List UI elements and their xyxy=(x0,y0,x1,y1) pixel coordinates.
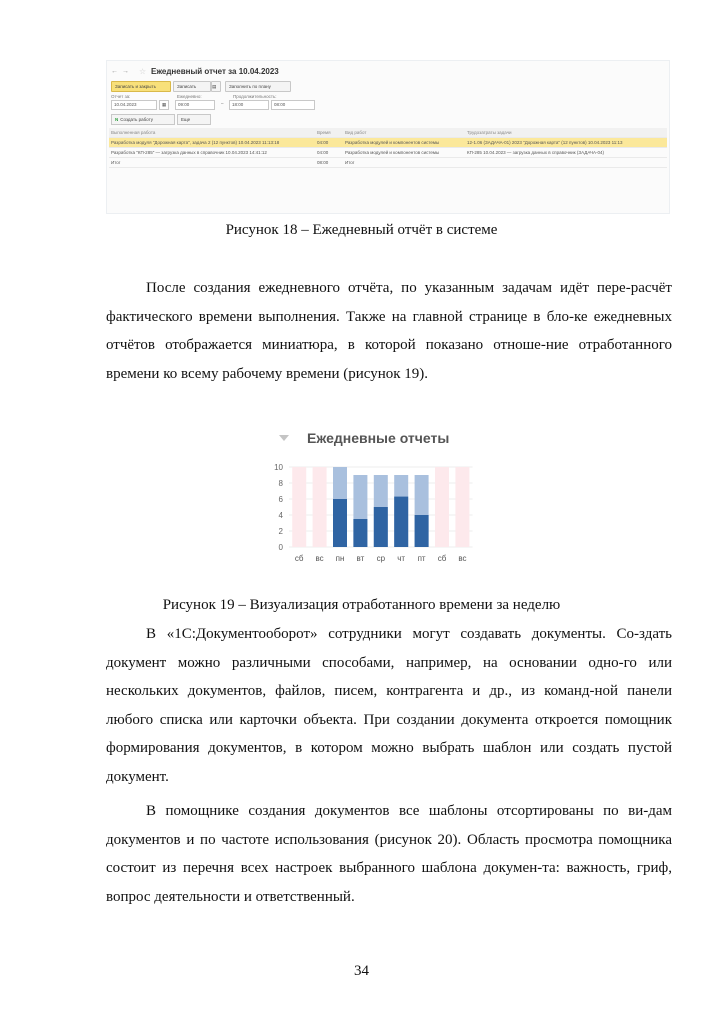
report-date-input[interactable]: 10.04.2023 xyxy=(111,100,157,110)
time-cell: 04:00 xyxy=(317,140,329,145)
widget-title: Ежедневные отчеты xyxy=(307,430,450,446)
report-date-label: Отчет за: xyxy=(111,94,131,99)
time-separator: – xyxy=(221,101,224,106)
y-tick-label: 0 xyxy=(278,543,283,552)
x-tick-label: вс xyxy=(458,554,467,563)
time-cell: 04:00 xyxy=(317,150,329,155)
paragraph-1: После создания ежедневного отчёта, по указанным задачам идёт пере-расчёт фактического времени выполнения. Также на главной странице в бло-ке ежедневных отчётов отображается миниатюра, в которой показано отноше-ние отработанного времени ко всему рабочему времени (рисунок 19). xyxy=(106,280,672,382)
fill-by-plan-button[interactable]: Заполнить по плану xyxy=(225,81,291,92)
y-tick-label: 10 xyxy=(274,463,283,472)
worked-time-bar xyxy=(353,519,367,547)
save-and-close-button[interactable]: Записать и закрыть xyxy=(111,81,171,92)
table-row[interactable] xyxy=(109,138,667,148)
worked-time-bar xyxy=(374,507,388,547)
y-tick-label: 8 xyxy=(278,479,283,488)
paragraph-2: В «1С:Документооборот» сотрудники могут создавать документы. Со-здать документ можно различными способами, например, на основании одно-го или нескольких документов, файлов, писем, контрагента и др., из команд-ной панели любого списка или карточки объекта. При создании документа откроется помощник формирования документов, в котором можно выбрать шаблон или создать пустой документ. xyxy=(106,626,672,785)
forward-arrow-icon[interactable]: → xyxy=(122,68,129,75)
work-cell: Разработка "КП-285" — загрузка данных в справочник 10.04.2023 14:41:12 xyxy=(111,150,267,155)
y-tick-label: 2 xyxy=(278,527,283,536)
work-cell: Разработка модуля "Дорожная карта", задача 2 (12 пунктов) 10.04.2023 11:13:18 xyxy=(111,140,280,145)
weekend-bar xyxy=(313,467,327,547)
x-tick-label: пн xyxy=(335,554,345,563)
page-number: 34 xyxy=(354,963,369,979)
task-cell xyxy=(467,158,665,167)
figure-19-chart-widget xyxy=(263,421,513,587)
window-titlebar xyxy=(107,63,669,79)
time-to-input[interactable]: 18:00 xyxy=(229,100,269,110)
field-inputs xyxy=(109,100,670,109)
time-cell: 08:00 xyxy=(317,160,329,165)
nav-buttons xyxy=(111,68,133,75)
task-cell: 12-1.06 (ЗАДАЧА-01) 2023 "Дорожная карта" (12 пунктов) 10.04.2023 11:13 xyxy=(467,140,623,145)
x-tick-label: сб xyxy=(437,554,447,563)
x-tick-label: вс xyxy=(315,554,324,563)
duration-input[interactable]: 08:00 xyxy=(271,100,315,110)
work-cell: Итог xyxy=(111,160,121,165)
duration-label: Продолжительность: xyxy=(233,94,277,99)
x-tick-label: сб xyxy=(294,554,304,563)
figure-18-screenshot xyxy=(106,60,670,214)
x-tick-label: вт xyxy=(356,554,365,563)
paragraph-3: В помощнике создания документов все шаблоны отсортированы по ви-дам документов и по частоте использования (рисунок 20). Область просмотра помощника состоит из перечня всех настроек выбранного шаблона докумен-та: важность, гриф, вопрос деятельности и ответственный. xyxy=(106,803,672,905)
worked-time-bar xyxy=(394,497,408,547)
kind-cell: Разработка модулей и компонентов системы xyxy=(345,150,440,155)
window-title: Ежедневный отчет за 10.04.2023 xyxy=(151,67,279,76)
daily-label: Ежедневно: xyxy=(177,94,202,99)
favorite-star-icon[interactable]: ☆ xyxy=(139,67,147,76)
worked-time-bar xyxy=(333,499,347,547)
column-header[interactable]: Время xyxy=(317,130,331,135)
back-arrow-icon[interactable]: ← xyxy=(111,68,118,75)
y-tick-label: 6 xyxy=(278,495,283,504)
add-icon: N xyxy=(115,117,119,122)
toolbar xyxy=(109,81,670,91)
table-row[interactable] xyxy=(109,158,667,168)
column-header[interactable]: Вид работ xyxy=(345,130,367,135)
y-tick-label: 4 xyxy=(278,511,283,520)
x-tick-label: ср xyxy=(376,554,386,563)
column-header[interactable]: Выполненная работа xyxy=(111,130,156,135)
worked-time-bar xyxy=(415,515,429,547)
column-header[interactable]: Трудозатраты задачи xyxy=(467,130,512,135)
create-work-label: Создать работу xyxy=(120,117,153,122)
weekly-hours-chart xyxy=(263,457,513,587)
weekend-bar xyxy=(455,467,469,547)
table-actions xyxy=(109,114,670,124)
weekend-bar xyxy=(292,467,306,547)
print-icon[interactable]: ▤ xyxy=(211,81,221,92)
figure-18-caption: Рисунок 18 – Ежедневный отчёт в системе xyxy=(225,222,498,238)
task-cell: КП-285 10.04.2023 — загрузка данных в справочник (ЗАДАЧА-04) xyxy=(467,150,604,155)
calendar-icon[interactable]: ▦ xyxy=(159,100,169,110)
save-button[interactable]: Записать xyxy=(173,81,211,92)
create-work-button[interactable] xyxy=(111,114,175,125)
weekend-bar xyxy=(435,467,449,547)
collapse-triangle-icon[interactable] xyxy=(279,435,289,441)
x-tick-label: чт xyxy=(397,554,406,563)
more-button[interactable]: Еще xyxy=(177,114,211,125)
figure-19-caption: Рисунок 19 – Визуализация отработанного времени за неделю xyxy=(162,597,561,613)
x-tick-label: пт xyxy=(417,554,426,563)
table-header xyxy=(109,128,667,138)
table-row[interactable] xyxy=(109,148,667,158)
kind-cell: Разработка модулей и компонентов системы xyxy=(345,140,440,145)
work-table xyxy=(109,128,667,168)
time-from-input[interactable]: 09:00 xyxy=(175,100,215,110)
kind-cell: Итог xyxy=(345,160,355,165)
